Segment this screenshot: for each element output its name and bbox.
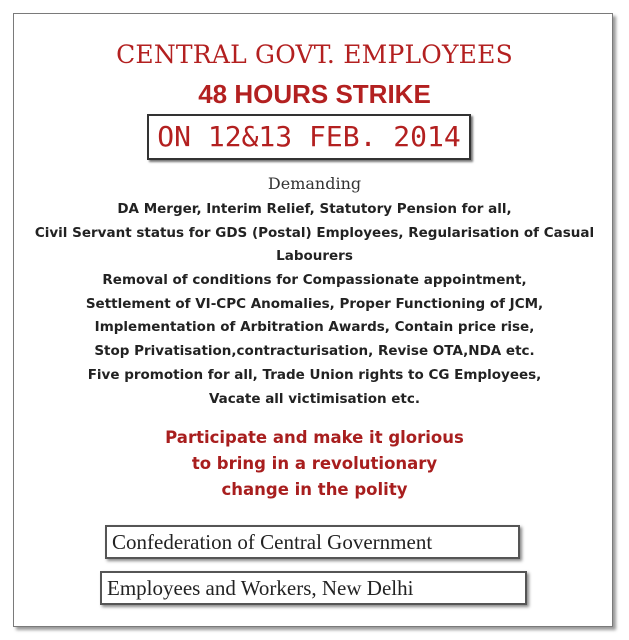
demanding-label: Demanding (267, 174, 362, 193)
demand-line: Civil Servant status for GDS (Postal) Employees, Regularisation of Casual (34, 224, 595, 241)
demand-line: Implementation of Arbitration Awards, Contain price rise, (94, 319, 535, 336)
organization-line-1: Confederation of Central Government (105, 525, 520, 559)
demand-line: Settlement of VI-CPC Anomalies, Proper Functioning of JCM, (85, 295, 544, 312)
slogan-block (0, 425, 629, 503)
demands-list (0, 198, 629, 411)
demand-line: DA Merger, Interim Relief, Statutory Pension for all, (117, 201, 512, 217)
organization-line-2: Employees and Workers, New Delhi (100, 571, 527, 605)
slogan-line: Participate and make it glorious (165, 428, 464, 447)
headline-employees: CENTRAL GOVT. EMPLOYEES (116, 40, 513, 69)
strike-date: ON 12&13 FEB. 2014 (157, 120, 461, 153)
demand-line: Labourers (276, 248, 353, 265)
headline-strike: 48 HOURS STRIKE (198, 79, 431, 109)
strike-date-box (147, 114, 471, 160)
demand-line: Stop Privatisation,contracturisation, Revise OTA,NDA etc. (94, 343, 535, 360)
slogan-line: to bring in a revolutionary (191, 454, 438, 473)
demand-line: Five promotion for all, Trade Union rights to CG Employees, (87, 366, 542, 383)
demand-line: Removal of conditions for Compassionate appointment, (102, 272, 527, 289)
demand-line: Vacate all victimisation etc. (208, 390, 421, 407)
slogan-line: change in the polity (221, 480, 408, 499)
